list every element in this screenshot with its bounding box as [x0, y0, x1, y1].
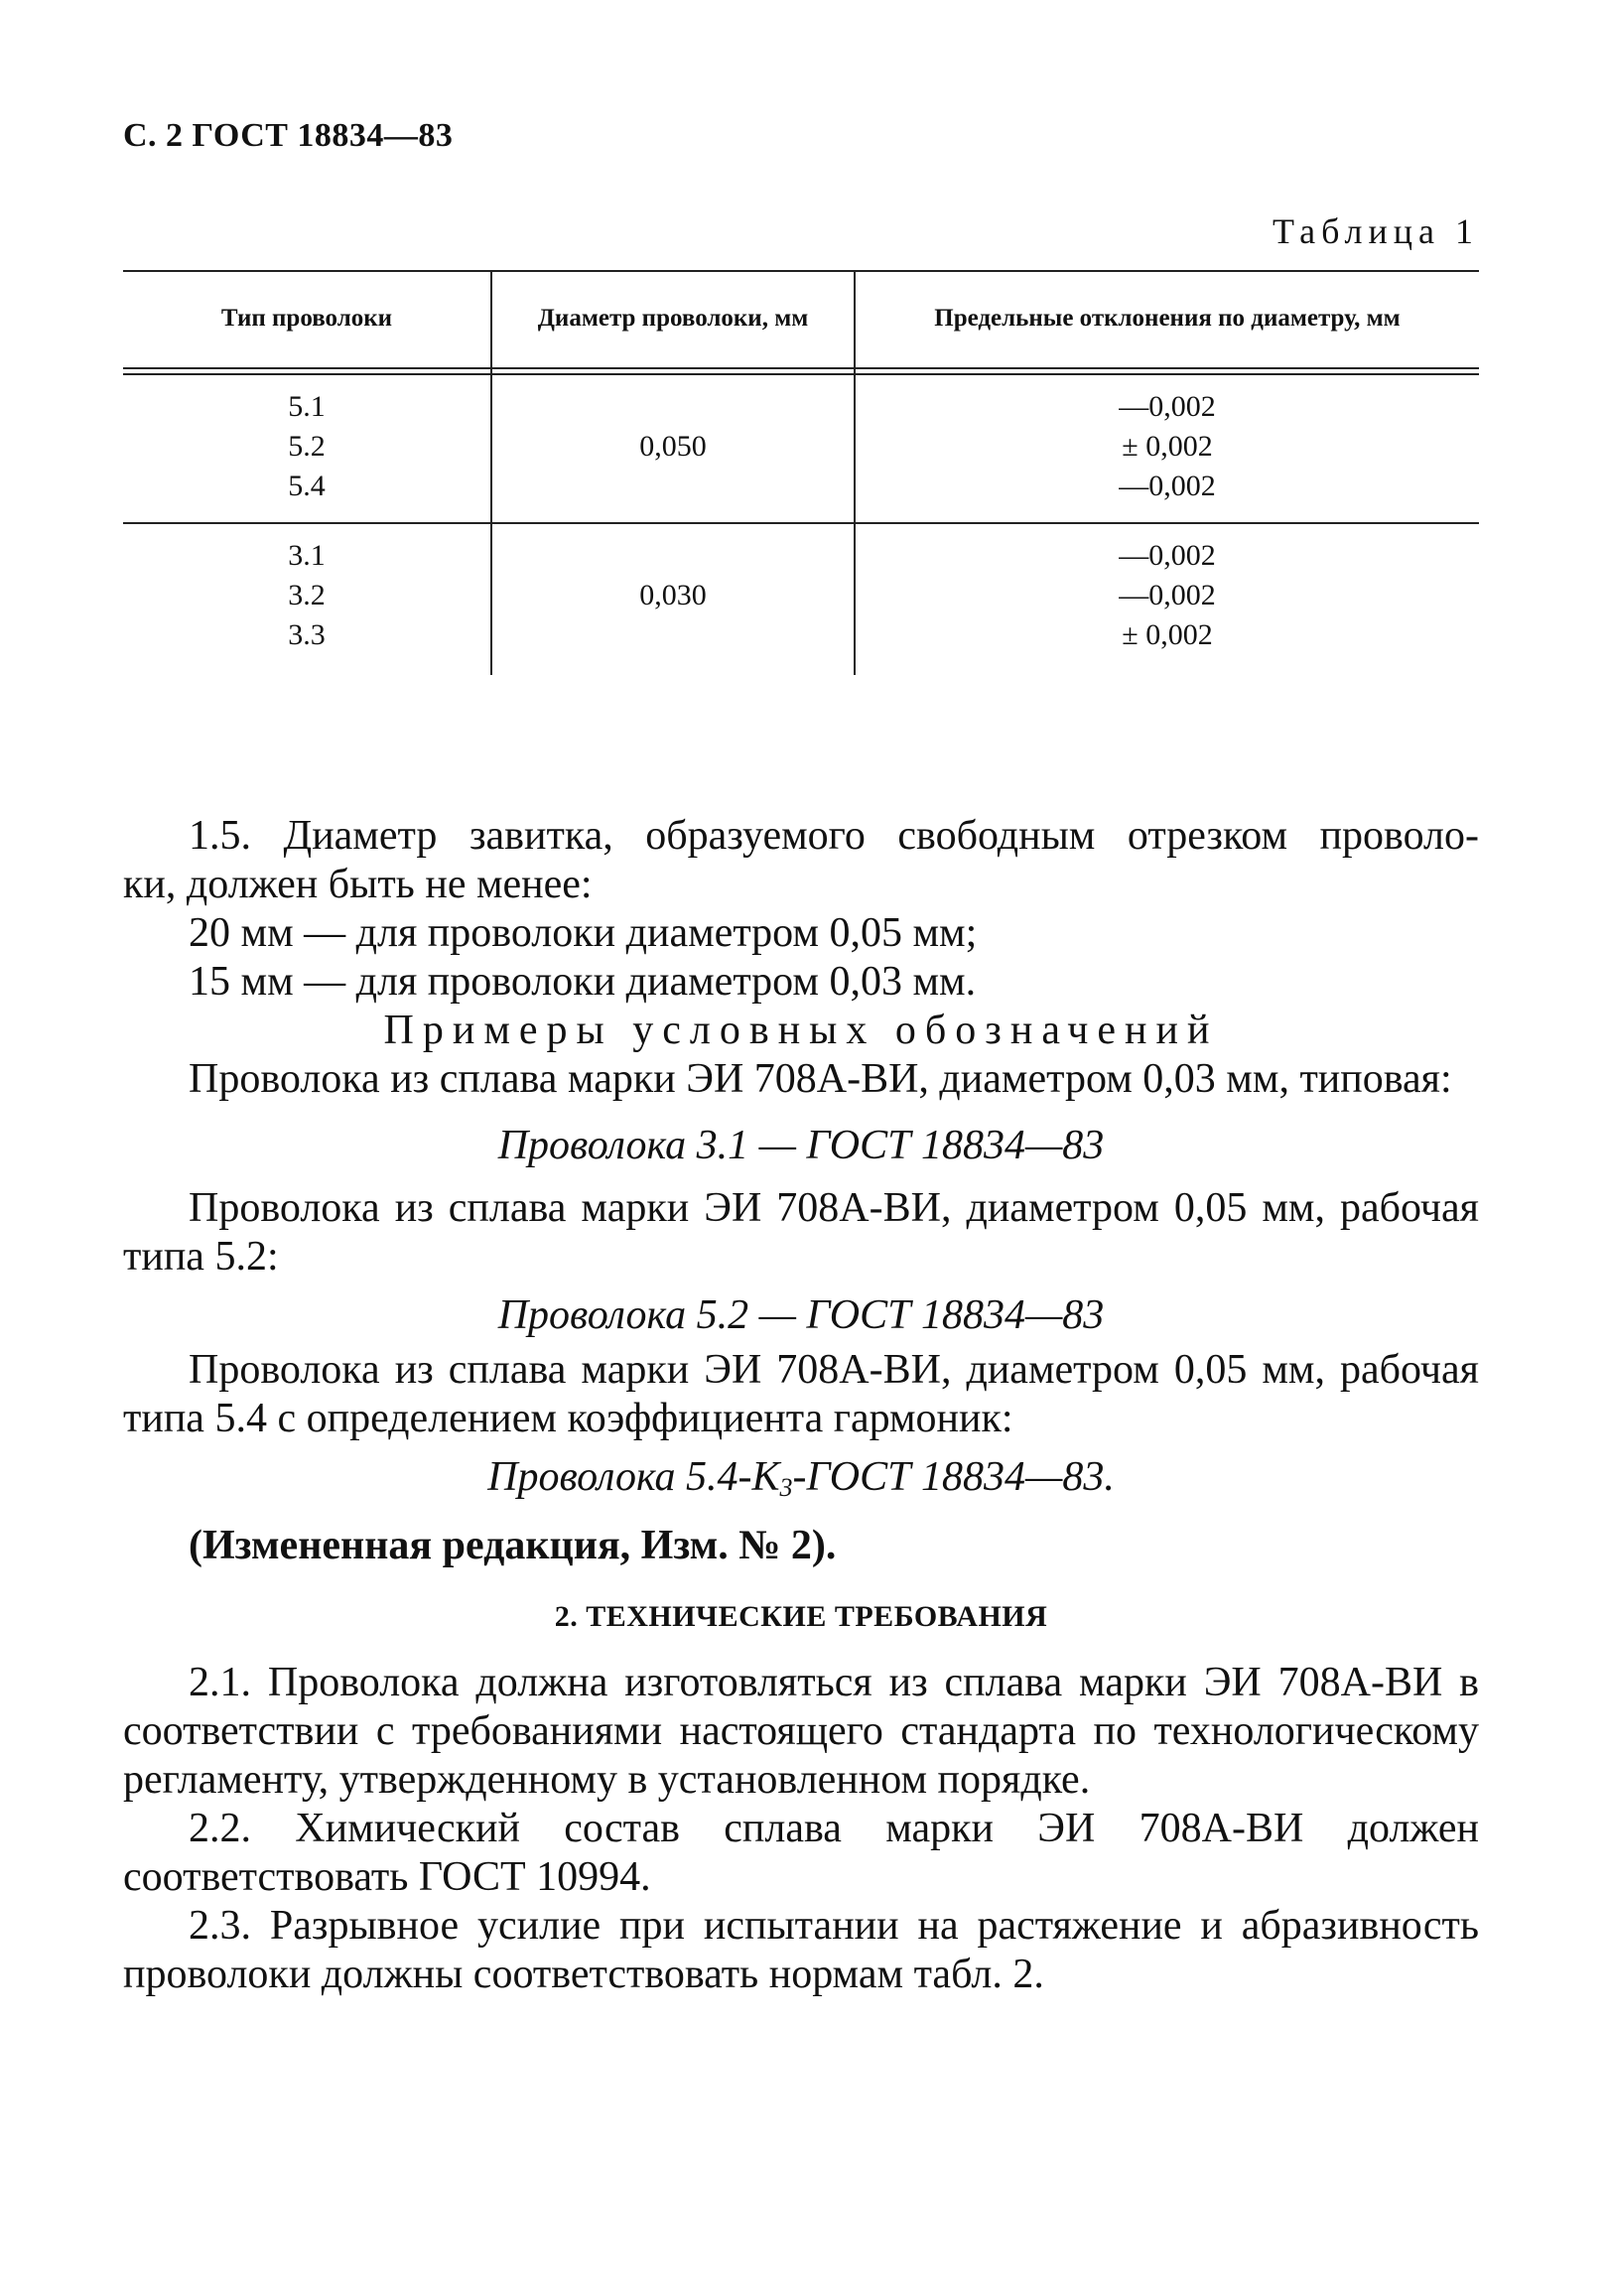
- column-header-deviation: Предельные отклонения по диаметру, мм: [934, 305, 1401, 332]
- paragraph-2-1: 2.1. Проволока должна изготовляться из сплава марки ЭИ 708А-ВИ в соответствии с требованиями настоящего стандарта по технологическому регламенту, утвержденному в установленном порядке.: [123, 1660, 1479, 1803]
- deviation-cell: —0,002: [1119, 579, 1216, 611]
- list-item: 15 мм — для проволоки диаметром 0,03 мм.: [189, 959, 977, 1005]
- body-text: [123, 812, 1479, 1999]
- paragraph-1-5-line: ки, должен быть не менее:: [123, 862, 593, 907]
- example-description: Проволока из сплава марки ЭИ 708А-ВИ, диаметром 0,05 мм, рабочая типа 5.4 с определением коэффициента гармоник:: [123, 1347, 1479, 1441]
- table-header-rule-double: [123, 373, 1479, 375]
- example-designation: Проволока 3.1 — ГОСТ 18834—83: [497, 1123, 1105, 1168]
- amendment-note: (Измененная редакция, Изм. № 2).: [189, 1523, 837, 1568]
- designation-subscript: 3: [779, 1473, 793, 1502]
- deviation-cell: ± 0,002: [1122, 618, 1213, 651]
- list-item: 20 мм — для проволоки диаметром 0,05 мм;: [189, 910, 978, 956]
- wire-type-cell: 5.1: [288, 390, 326, 423]
- paragraph-2-2: 2.2. Химический состав сплава марки ЭИ 708А-ВИ должен соответствовать ГОСТ 10994.: [123, 1806, 1479, 1900]
- wire-type-cell: 3.1: [288, 539, 326, 572]
- table-group-divider: [123, 522, 1479, 524]
- wire-type-cell: 5.4: [288, 470, 326, 502]
- example-designation: [123, 1453, 1479, 1512]
- table-caption: Таблица 1: [1273, 211, 1479, 251]
- page-header: С. 2 ГОСТ 18834—83: [123, 117, 454, 154]
- section-title: 2. ТЕХНИЧЕСКИЕ ТРЕБОВАНИЯ: [554, 1600, 1048, 1633]
- examples-heading: Примеры условных обозначений: [383, 1008, 1219, 1053]
- deviation-cell: ± 0,002: [1122, 430, 1213, 463]
- deviation-cell: —0,002: [1119, 539, 1216, 572]
- wire-type-cell: 3.3: [288, 618, 326, 651]
- column-header-diameter: Диаметр проволоки, мм: [537, 305, 809, 332]
- diameter-cell: 0,050: [639, 430, 707, 463]
- example-description: Проволока из сплава марки ЭИ 708А-ВИ, диаметром 0,05 мм, рабочая типа 5.2:: [123, 1185, 1479, 1280]
- designation-suffix: -ГОСТ 18834—83.: [792, 1454, 1115, 1500]
- wire-type-cell: 5.2: [288, 430, 326, 463]
- example-designation: Проволока 5.2 — ГОСТ 18834—83: [497, 1292, 1105, 1338]
- wire-type-cell: 3.2: [288, 579, 326, 611]
- deviation-cell: —0,002: [1119, 390, 1216, 423]
- paragraph-1-5-line: 1.5. Диаметр завитка, образуемого свободным отрезком проволо-: [189, 813, 1479, 859]
- designation-prefix: Проволока 5.4-К: [487, 1454, 780, 1500]
- diameter-cell: 0,030: [639, 579, 707, 611]
- deviation-cell: —0,002: [1119, 470, 1216, 502]
- table-header-rule: [123, 367, 1479, 369]
- column-header-type: Тип проволоки: [220, 305, 393, 332]
- paragraph-2-3: 2.3. Разрывное усилие при испытании на растяжение и абразивность проволоки должны соответствовать нормам табл. 2.: [123, 1903, 1479, 1997]
- example-description: Проволока из сплава марки ЭИ 708А-ВИ, диаметром 0,03 мм, типовая:: [189, 1056, 1452, 1102]
